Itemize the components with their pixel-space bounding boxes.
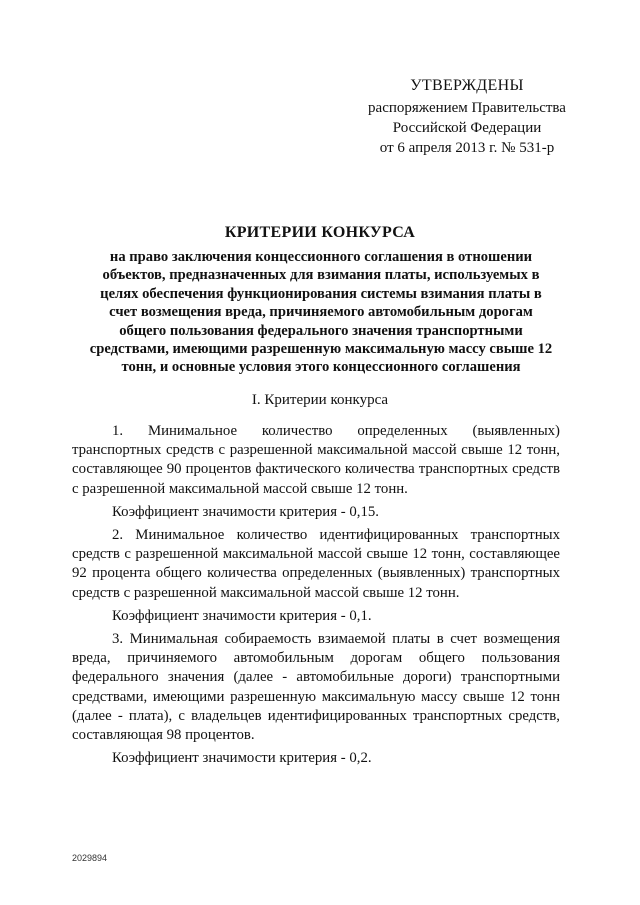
criterion-1-coefficient: Коэффициент значимости критерия - 0,15. [112, 503, 379, 520]
document-subtitle: на право заключения концессионного соглашения в отношении объектов, предназначенных для взимания платы, используемых в целях обеспечения функционирования системы взимания платы в счет возмещения вреда, причиняемого автомобильным дорогам общего пользования федерального значения транспортными средствами, имеющими разрешенную максимальную массу свыше 12 тонн, и основные условия этого концессионного соглашения [89, 249, 553, 376]
criteria-body [72, 422, 560, 772]
criterion-2-text: 2. Минимальное количество идентифицированных транспортных средств с разрешенной максимальной массой свыше 12 тонн, составляющее 92 процента общего количества определенных (выявленных) транспортных средств с разрешенной максимальной массой свыше 12 тонн. [72, 527, 560, 601]
criterion-3-coefficient: Коэффициент значимости критерия - 0,2. [112, 750, 372, 767]
approval-line-decree: распоряжением Правительства [368, 100, 566, 116]
approval-title: УТВЕРЖДЕНЫ [410, 77, 524, 94]
criterion-1-text: 1. Минимальное количество определенных (выявленных) транспортных средств с разрешенной максимальной массой свыше 12 тонн, составляющее 90 процентов фактического количества транспортных средств с разрешенной максимальной массой свыше 12 тонн. [72, 423, 560, 497]
section-heading: I. Критерии конкурса [251, 392, 389, 408]
criterion-2-coefficient: Коэффициент значимости критерия - 0,1. [112, 607, 372, 624]
approval-block [352, 76, 582, 158]
approval-line-date: от 6 апреля 2013 г. № 531-р [379, 140, 555, 156]
document-title: КРИТЕРИИ КОНКУРСА [224, 224, 416, 241]
approval-line-government: Российской Федерации [392, 120, 542, 136]
criterion-3-text: 3. Минимальная собираемость взимаемой платы в счет возмещения вреда, причиняемого автомобильным дорогам общего пользования федерального значения (далее - автомобильные дороги) транспортными средствами, имеющими разрешенную максимальную массу свыше 12 тонн (далее - плата), с владельцев идентифицированных транспортных средств, составляющая 98 процентов. [72, 631, 560, 744]
document-code: 2029894 [72, 853, 108, 863]
